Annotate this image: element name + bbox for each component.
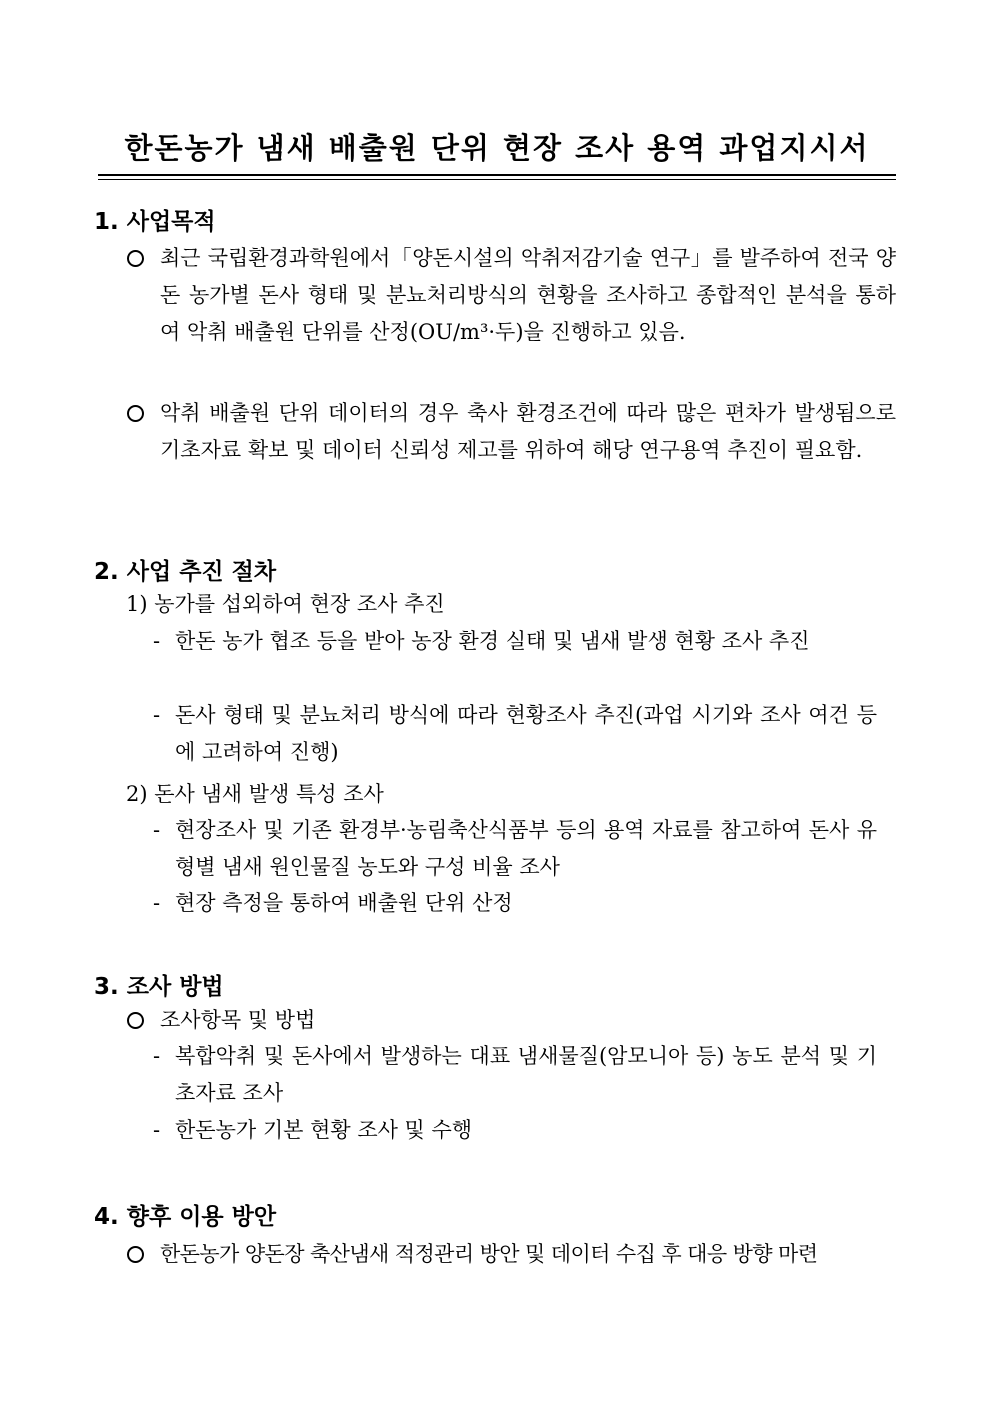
subitem-text: 한돈농가 기본 현황 조사 및 수행 (175, 1118, 473, 1142)
document-title: 한돈농가 냄새 배출원 단위 현장 조사 용역 과업지시서 (124, 131, 870, 165)
circle-bullet-icon (127, 1012, 144, 1029)
section-3-sub-1 (153, 1038, 877, 1112)
procedure-item-1-sub-1 (153, 623, 877, 660)
procedure-item-1-sub-2 (153, 697, 877, 771)
subitem-text: 현장조사 및 기존 환경부·농림축산식품부 등의 용역 자료를 참고하여 돈사 유형별 냄새 원인물질 농도와 구성 비율 조사 (175, 818, 877, 879)
paragraph-text: 최근 국립환경과학원에서「양돈시설의 악취저감기술 연구」를 발주하여 전국 양돈 농가별 돈사 형태 및 분뇨처리방식의 현황을 조사하고 종합적인 분석을 통하여 악취 배출원 단위를 산정(OU/m³·두)을 진행하고 있음. (160, 246, 896, 344)
bullet-text: 한돈농가 양돈장 축산냄새 적정관리 방안 및 데이터 수집 후 대응 방향 마련 (160, 1242, 818, 1266)
procedure-item-2-sub-2 (153, 885, 877, 922)
title-underline-thin (98, 179, 896, 180)
section-4-heading: 4. 향후 이용 방안 (94, 1204, 277, 1230)
subitem-text: 한돈 농가 협조 등을 받아 농장 환경 실태 및 냄새 발생 현황 조사 추진 (175, 629, 810, 653)
section-1-paragraph-1 (160, 240, 896, 351)
section-4-bullet (160, 1236, 900, 1273)
procedure-item-2-sub-1 (153, 812, 877, 886)
dash-marker: - (153, 629, 161, 653)
procedure-item-1: 1) 농가를 섭외하여 현장 조사 추진 (126, 592, 445, 616)
dash-marker: - (153, 891, 161, 915)
dash-marker: - (153, 1044, 161, 1068)
paragraph-text: 악취 배출원 단위 데이터의 경우 축사 환경조건에 따라 많은 편차가 발생됨으로 기초자료 확보 및 데이터 신뢰성 제고를 위하여 해당 연구용역 추진이 필요함. (160, 401, 896, 462)
section-3-sub-2 (153, 1112, 877, 1149)
bullet-text: 조사항목 및 방법 (160, 1008, 316, 1032)
circle-bullet-icon (127, 250, 144, 267)
circle-bullet-icon (127, 405, 144, 422)
section-1-paragraph-2 (160, 395, 896, 469)
dash-marker: - (153, 818, 161, 842)
section-2-heading: 2. 사업 추진 절차 (94, 559, 277, 585)
subitem-text: 현장 측정을 통하여 배출원 단위 산정 (175, 891, 513, 915)
section-1-heading: 1. 사업목적 (94, 209, 216, 235)
section-3-heading: 3. 조사 방법 (94, 974, 224, 1000)
procedure-item-2: 2) 돈사 냄새 발생 특성 조사 (126, 782, 384, 806)
dash-marker: - (153, 1118, 161, 1142)
section-3-bullet (160, 1002, 896, 1039)
subitem-text: 돈사 형태 및 분뇨처리 방식에 따라 현황조사 추진(과업 시기와 조사 여건 등에 고려하여 진행) (175, 703, 877, 764)
dash-marker: - (153, 703, 161, 727)
subitem-text: 복합악취 및 돈사에서 발생하는 대표 냄새물질(암모니아 등) 농도 분석 및 기초자료 조사 (175, 1044, 877, 1105)
title-underline-thick (98, 174, 896, 176)
circle-bullet-icon (127, 1246, 144, 1263)
